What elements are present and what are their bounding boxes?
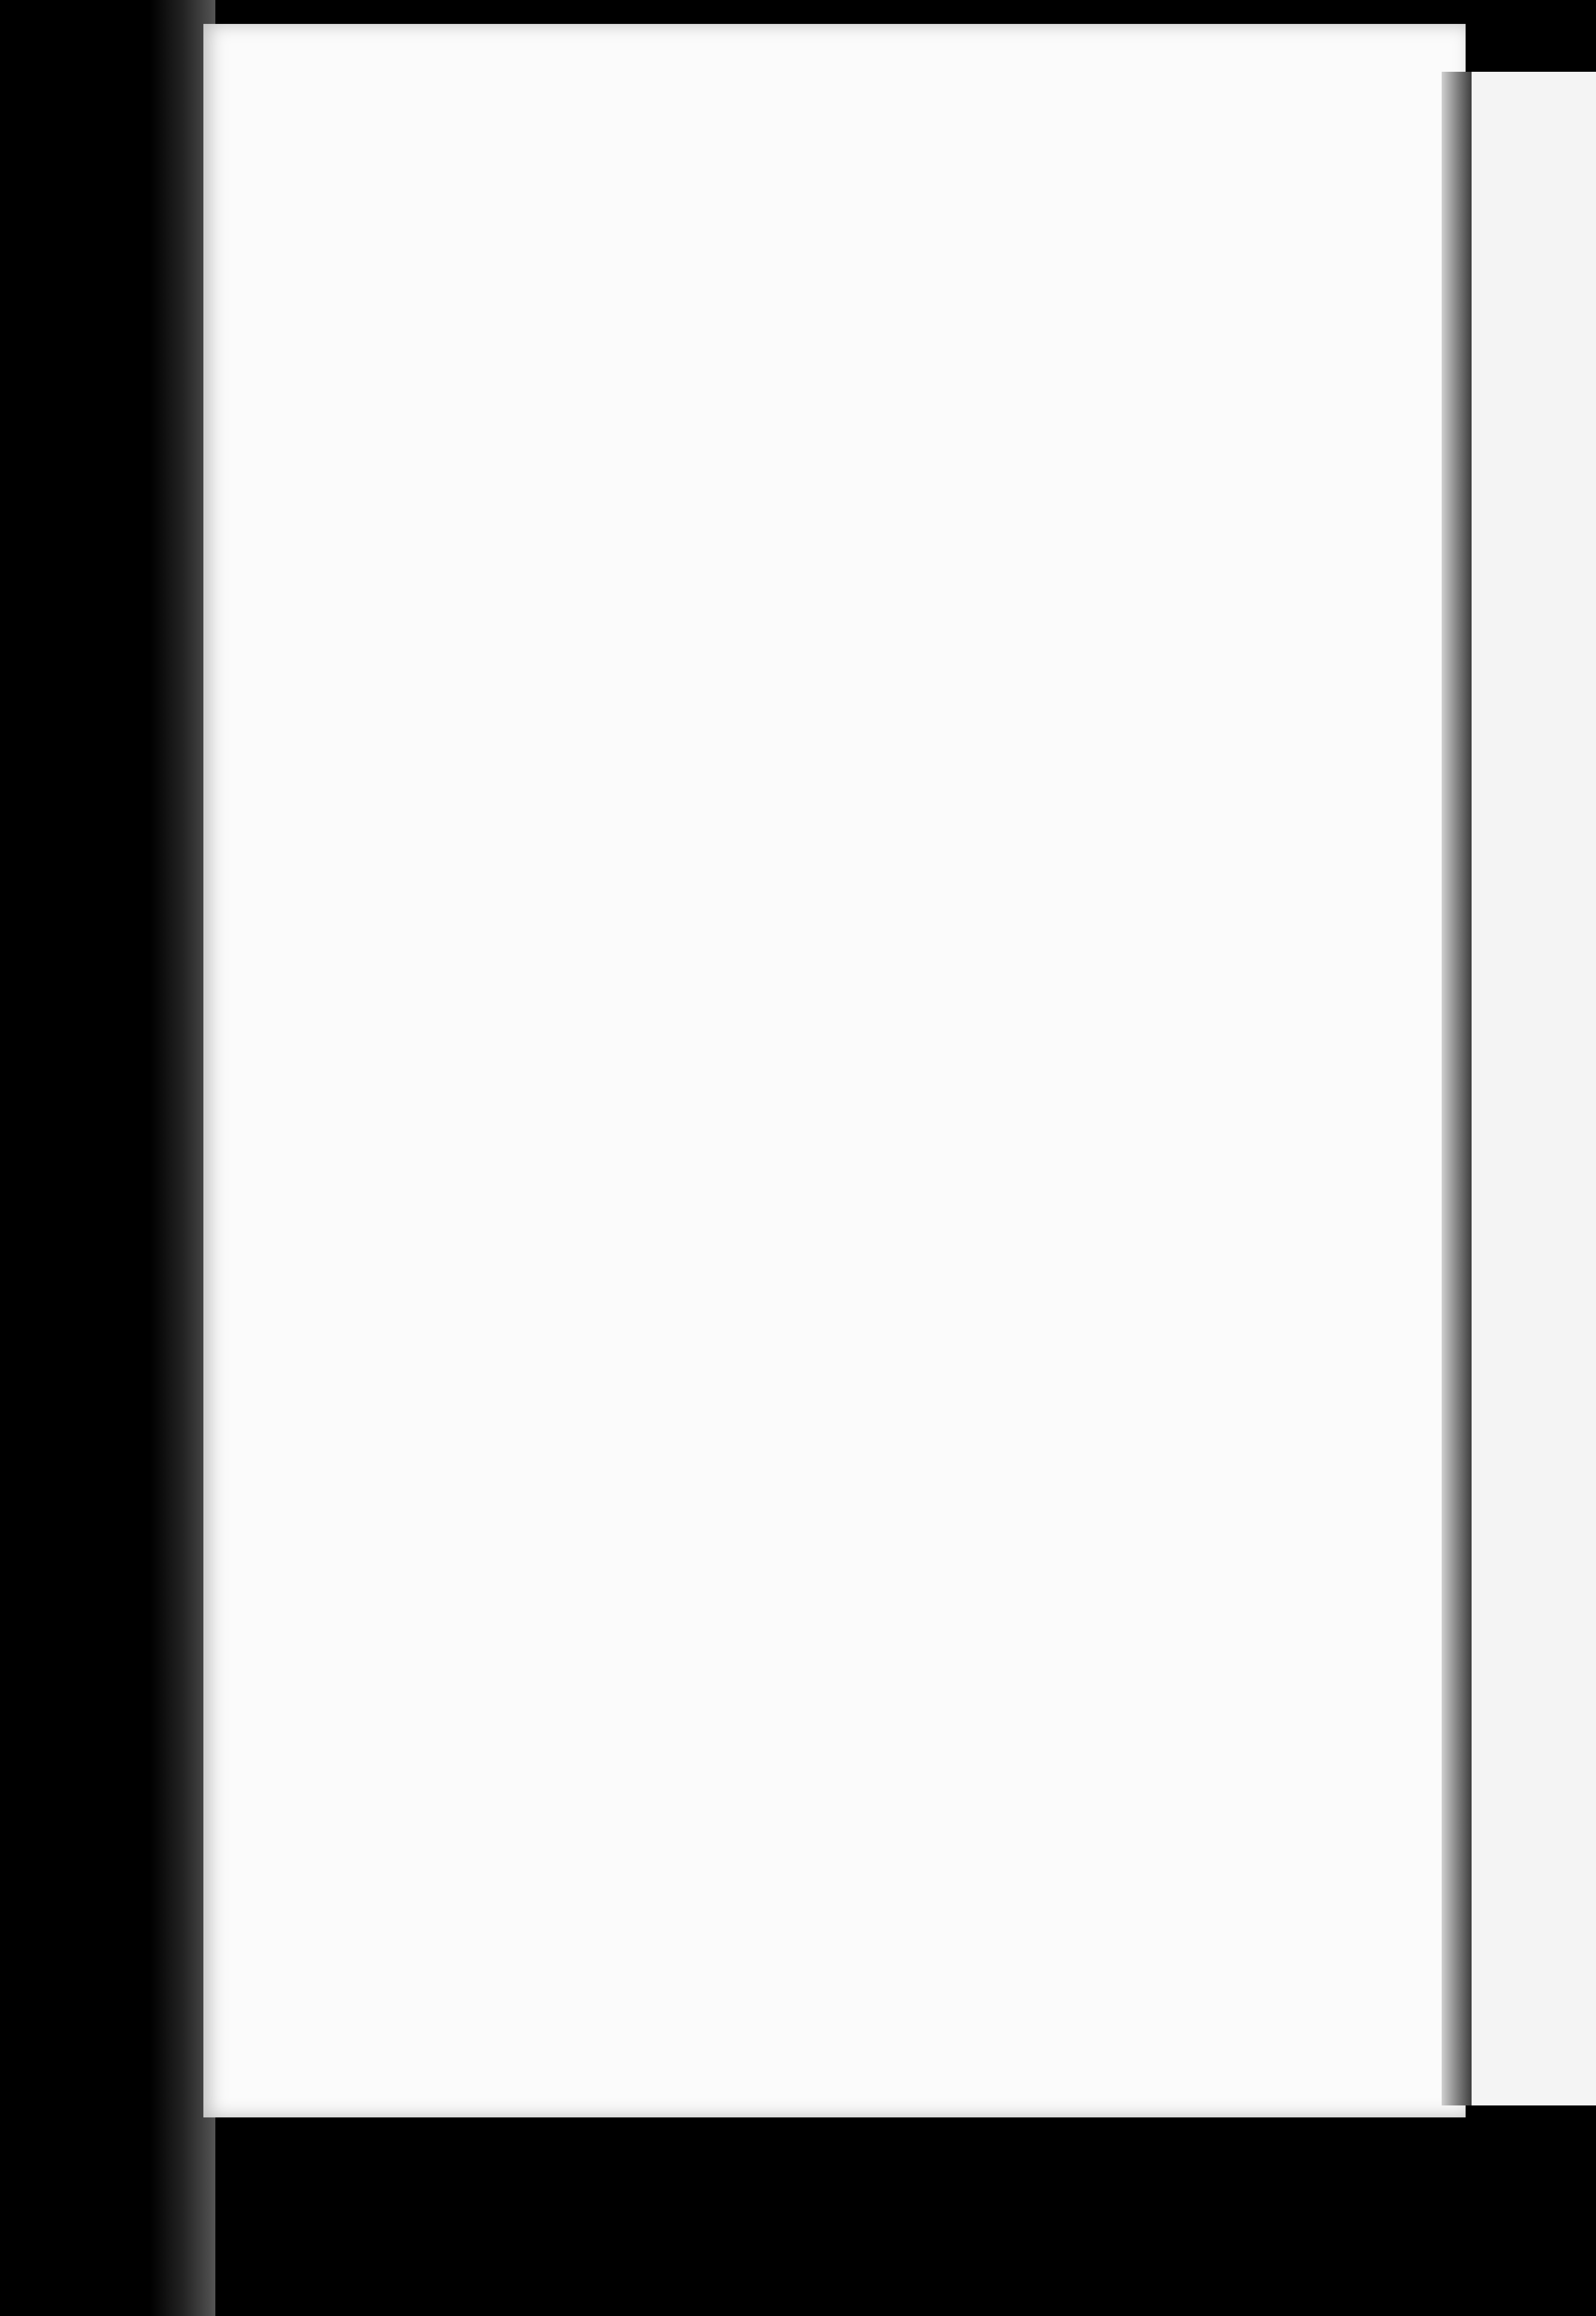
page-content [203,24,1466,2117]
facing-page [1472,72,1596,2105]
book-page [203,24,1466,2117]
